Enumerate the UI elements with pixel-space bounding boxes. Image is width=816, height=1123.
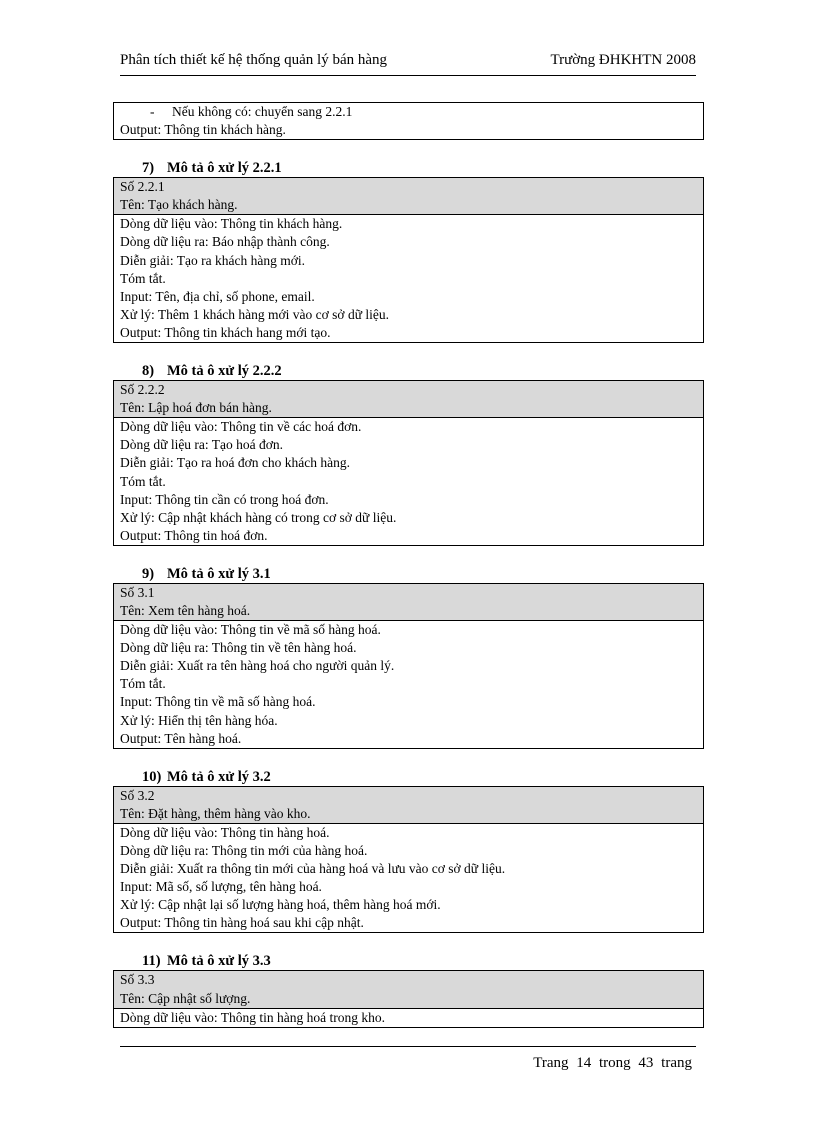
section-title	[113, 952, 704, 970]
process-detail-line: Output: Thông tin khách hang mới tạo.	[120, 324, 331, 340]
process-detail-line: Xử lý: Cập nhật khách hàng có trong cơ sở dữ liệu.	[120, 509, 397, 525]
process-detail-line: Diễn giải: Tạo ra hoá đơn cho khách hàng.	[120, 455, 350, 471]
process-detail-line: Input: Mã số, số lượng, tên hàng hoá.	[120, 879, 322, 895]
process-detail-line: Dòng dữ liệu ra: Thông tin về tên hàng hoá.	[120, 640, 357, 656]
process-detail-line: Dòng dữ liệu ra: Tạo hoá đơn.	[120, 437, 284, 453]
process-so: Số 3.3	[120, 972, 155, 988]
footer-page-number: 14	[576, 1055, 592, 1071]
section-title-text: Mô tả ô xử lý 3.3	[167, 953, 271, 970]
process-box-header	[114, 178, 703, 215]
process-box	[113, 583, 704, 749]
process-ten: Tên: Lập hoá đơn bán hàng.	[120, 400, 272, 416]
footer-word-trang: Trang	[533, 1055, 569, 1071]
section-number: 11)	[142, 953, 161, 970]
process-box	[113, 177, 704, 343]
section-title-text: Mô tả ô xử lý 2.2.2	[167, 363, 282, 380]
footer-word-trong: trong	[599, 1055, 631, 1071]
section-number: 7)	[142, 160, 155, 177]
footer-total-pages: 43	[638, 1055, 654, 1071]
footer-divider	[120, 1046, 696, 1047]
process-detail-line: Output: Thông tin hoá đơn.	[120, 527, 268, 543]
section-title	[113, 159, 704, 177]
process-detail-line: Dòng dữ liệu vào: Thông tin về mã số hàng hoá.	[120, 622, 381, 638]
process-so: Số 3.1	[120, 584, 155, 600]
process-box-header	[114, 787, 703, 824]
output-line: Output: Thông tin khách hàng.	[120, 122, 286, 138]
section-title	[113, 565, 704, 583]
section-number: 9)	[142, 565, 155, 582]
process-box	[113, 786, 704, 934]
process-ten: Tên: Cập nhật số lượng.	[120, 990, 251, 1006]
process-detail-line: Dòng dữ liệu ra: Thông tin mới của hàng hoá.	[120, 843, 368, 858]
page-header	[120, 52, 696, 76]
process-detail-line: Dòng dữ liệu vào: Thông tin hàng hoá trong kho.	[120, 1009, 386, 1025]
process-detail-line: Diễn giải: Xuất ra thông tin mới của hàng hoá và lưu vào cơ sở dữ liệu.	[120, 861, 506, 877]
process-detail-line: Dòng dữ liệu ra: Báo nhập thành công.	[120, 234, 330, 250]
section-title-text: Mô tả ô xử lý 3.2	[167, 768, 271, 785]
footer-word-trang-end: trang	[661, 1055, 692, 1071]
process-detail-line: Dòng dữ liệu vào: Thông tin về các hoá đơn.	[120, 419, 362, 435]
process-detail-line: Tóm tắt.	[120, 270, 166, 286]
section-title-text: Mô tả ô xử lý 3.1	[167, 565, 271, 582]
header-school: Trường ĐHKHTN 2008	[550, 52, 696, 68]
bullet-line	[114, 103, 703, 121]
process-detail-line: Xử lý: Thêm 1 khách hàng mới vào cơ sở dữ liệu.	[120, 306, 390, 322]
process-so: Số 3.2	[120, 787, 155, 803]
section-number: 10)	[142, 768, 162, 785]
section-title-text: Mô tả ô xử lý 2.2.1	[167, 160, 282, 177]
process-detail-line: Input: Tên, địa chỉ, số phone, email.	[120, 288, 315, 304]
process-so: Số 2.2.1	[120, 179, 165, 195]
process-detail-line: Tóm tắt.	[120, 473, 166, 489]
page-footer	[531, 1055, 694, 1072]
process-box	[113, 970, 704, 1027]
process-ten: Tên: Tạo khách hàng.	[120, 197, 238, 213]
process-detail-line: Diễn giải: Xuất ra tên hàng hoá cho người quản lý.	[120, 658, 395, 674]
process-detail-line: Xử lý: Cập nhật lại số lượng hàng hoá, thêm hàng hoá mới.	[120, 897, 441, 913]
process-box-header	[114, 381, 703, 418]
process-detail-line: Input: Thông tin cần có trong hoá đơn.	[120, 491, 329, 507]
bullet-dash: -	[150, 104, 155, 119]
process-detail-line: Xử lý: Hiển thị tên hàng hóa.	[120, 712, 278, 728]
process-detail-line: Dòng dữ liệu vào: Thông tin khách hàng.	[120, 216, 343, 232]
section-title	[113, 362, 704, 380]
section-title	[113, 768, 704, 786]
header-title: Phân tích thiết kế hệ thống quản lý bán hàng	[120, 52, 388, 68]
process-detail-line: Input: Thông tin về mã số hàng hoá.	[120, 694, 316, 710]
continued-process-box	[113, 102, 704, 140]
process-ten: Tên: Xem tên hàng hoá.	[120, 602, 251, 618]
process-detail-line: Diễn giải: Tạo ra khách hàng mới.	[120, 252, 305, 268]
process-detail-line: Dòng dữ liệu vào: Thông tin hàng hoá.	[120, 824, 330, 840]
process-box	[113, 380, 704, 546]
section-number: 8)	[142, 363, 155, 380]
process-detail-line: Output: Thông tin hàng hoá sau khi cập nhật.	[120, 915, 364, 931]
process-detail-line: Tóm tắt.	[120, 676, 166, 692]
process-box-header	[114, 971, 703, 1008]
page-content	[113, 102, 704, 1028]
process-ten: Tên: Đặt hàng, thêm hàng vào kho.	[120, 805, 311, 821]
process-sections	[113, 159, 704, 1028]
process-detail-line: Output: Tên hàng hoá.	[120, 730, 242, 746]
process-box-header	[114, 584, 703, 621]
process-so: Số 2.2.2	[120, 382, 165, 398]
bullet-text: Nếu không có: chuyển sang 2.2.1	[172, 104, 353, 119]
